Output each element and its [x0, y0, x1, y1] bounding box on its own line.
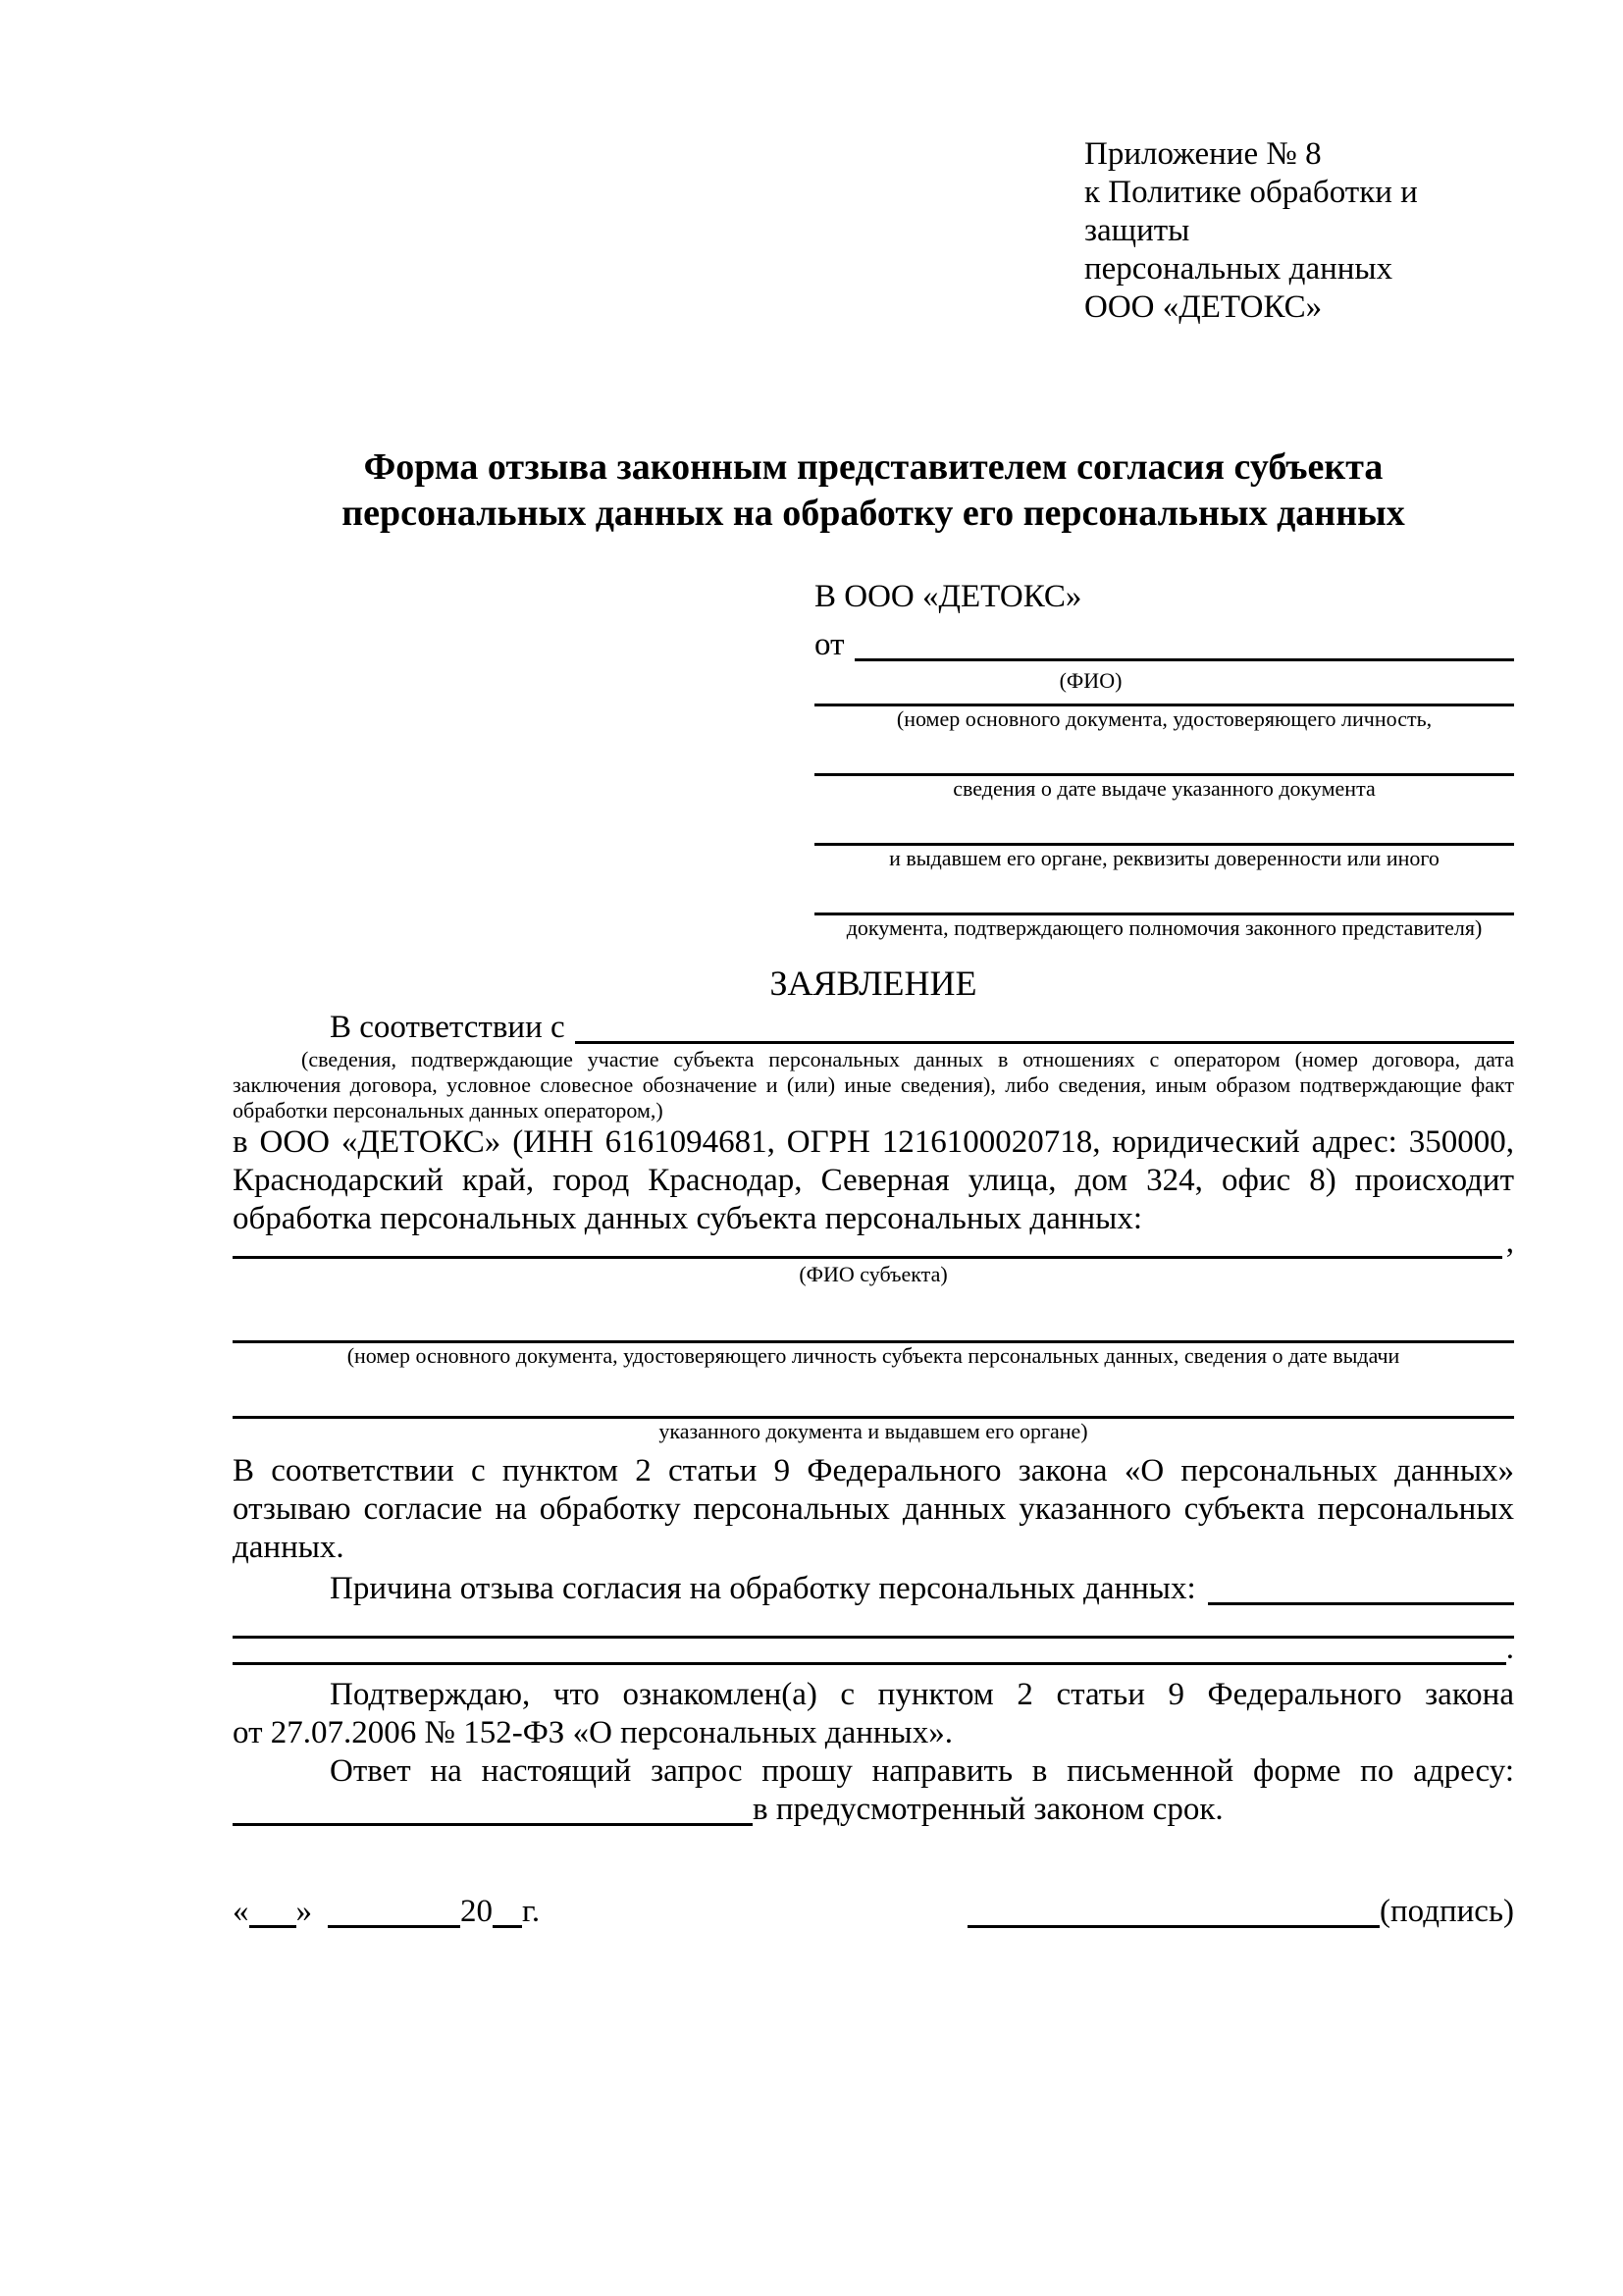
year-prefix: 20	[460, 1894, 493, 1929]
paragraph-line: обработка персональных данных субъекта персональных данных:	[233, 1201, 1142, 1236]
confirmation-paragraph	[233, 1676, 1514, 1752]
header-note	[1084, 135, 1514, 327]
reason-blank-line	[1208, 1602, 1514, 1605]
reply-paragraph-line: Ответ на настоящий запрос прошу направить в письменной форме по адресу:	[330, 1753, 1514, 1789]
statement-heading: ЗАЯВЛЕНИЕ	[769, 964, 977, 1003]
addressee-company: В ООО «ДЕТОКС»	[814, 579, 1082, 614]
header-note-line: ООО «ДЕТОКС»	[1084, 289, 1323, 325]
from-row	[814, 616, 1514, 664]
intro-blank-line	[575, 1041, 1514, 1044]
doc-caption: и выдавшем его органе, реквизиты доверенности или иного	[889, 846, 1440, 870]
subject-doc-blank-line	[233, 1287, 1514, 1343]
intro-caption-line: заключения договора, условное словесное обозначение и (или) иные сведения), либо сведения, иным образом подтверждающие факт	[233, 1072, 1514, 1097]
header-note-line: Приложение № 8	[1084, 136, 1322, 172]
subject-doc-caption: (номер основного документа, удостоверяющего личность субъекта персональных данных, сведения о дате выдачи	[346, 1343, 1400, 1368]
intro-caption	[233, 1047, 1514, 1123]
fio-blank-line	[855, 658, 1515, 661]
subject-doc-caption: указанного документа и выдавшем его органе)	[658, 1419, 1088, 1443]
signature-caption: (подпись)	[1380, 1894, 1514, 1929]
date-quote-close: »	[295, 1894, 312, 1929]
doc-blank-line	[814, 802, 1514, 846]
footer-row	[233, 1893, 1514, 1931]
month-blank-line	[328, 1925, 460, 1928]
trailing-comma: ,	[1505, 1225, 1514, 1260]
subject-name-row	[233, 1225, 1514, 1262]
blank-write-line	[233, 1662, 1506, 1665]
document-title	[233, 444, 1514, 537]
paragraph-line: В соответствии с пунктом 2 статьи 9 Федерального закона «О персональных данных»	[233, 1453, 1514, 1488]
header-note-line: персональных данных	[1084, 251, 1393, 287]
year-blank-line	[493, 1925, 522, 1928]
signature-group	[968, 1893, 1514, 1931]
paragraph-line: отзываю согласие на обработку персональных данных указанного субъекта персональных	[233, 1491, 1514, 1527]
reply-tail-text: в предусмотренный законом срок.	[753, 1792, 1224, 1827]
doc-blank-line	[814, 732, 1514, 776]
operator-paragraph	[233, 1123, 1514, 1238]
doc-caption: (номер основного документа, удостоверяющего личность,	[896, 706, 1433, 731]
day-blank-line	[249, 1925, 296, 1928]
reason-label: Причина отзыва согласия на обработку персональных данных:	[330, 1571, 1196, 1606]
trailing-period: .	[1505, 1631, 1514, 1666]
reply-address-row	[233, 1791, 1514, 1829]
from-label: от	[814, 627, 845, 662]
doc-caption: документа, подтверждающего полномочия законного представителя)	[846, 915, 1483, 940]
subject-name-blank-line	[233, 1256, 1502, 1259]
doc-caption: сведения о дате выдаче указанного документа	[953, 776, 1376, 801]
intro-caption-line: обработки персональных данных оператором,)	[233, 1098, 663, 1122]
year-suffix: г.	[522, 1894, 541, 1929]
fio-caption: (ФИО)	[1059, 668, 1123, 693]
addressee-block	[814, 578, 1514, 941]
intro-row	[233, 1003, 1514, 1047]
date-quote-open: «	[233, 1894, 249, 1929]
blank-write-line	[233, 1608, 1514, 1639]
reason-row	[233, 1567, 1514, 1608]
intro-caption-line: (сведения, подтверждающие участие субъекта персональных данных в отношениях с оператором (номер договора, дата	[301, 1047, 1514, 1071]
doc-blank-line	[814, 694, 1514, 706]
subject-name-caption: (ФИО субъекта)	[799, 1262, 948, 1286]
blank-write-line-row	[233, 1631, 1514, 1668]
doc-blank-line	[814, 871, 1514, 915]
document-title-line: Форма отзыва законным представителем согласия субъекта	[363, 446, 1384, 488]
paragraph-line: Краснодарский край, город Краснодар, Северная улица, дом 324, офис 8) происходит	[233, 1163, 1514, 1198]
paragraph-line: в ООО «ДЕТОКС» (ИНН 6161094681, ОГРН 1216100020718, юридический адрес: 350000,	[233, 1124, 1514, 1160]
header-note-line: к Политике обработки и защиты	[1084, 175, 1418, 248]
signature-blank-line	[968, 1925, 1380, 1928]
paragraph-line: данных.	[233, 1530, 344, 1565]
reply-address-blank-line	[233, 1823, 753, 1826]
paragraph-line: Подтверждаю, что ознакомлен(а) с пунктом 2 статьи 9 Федерального закона	[330, 1677, 1514, 1712]
withdrawal-paragraph	[233, 1452, 1514, 1567]
paragraph-line: от 27.07.2006 № 152-ФЗ «О персональных данных».	[233, 1715, 953, 1750]
subject-doc-blank-line	[233, 1369, 1514, 1419]
intro-label: В соответствии с	[330, 1010, 565, 1045]
document-title-line: персональных данных на обработку его персональных данных	[341, 493, 1405, 534]
